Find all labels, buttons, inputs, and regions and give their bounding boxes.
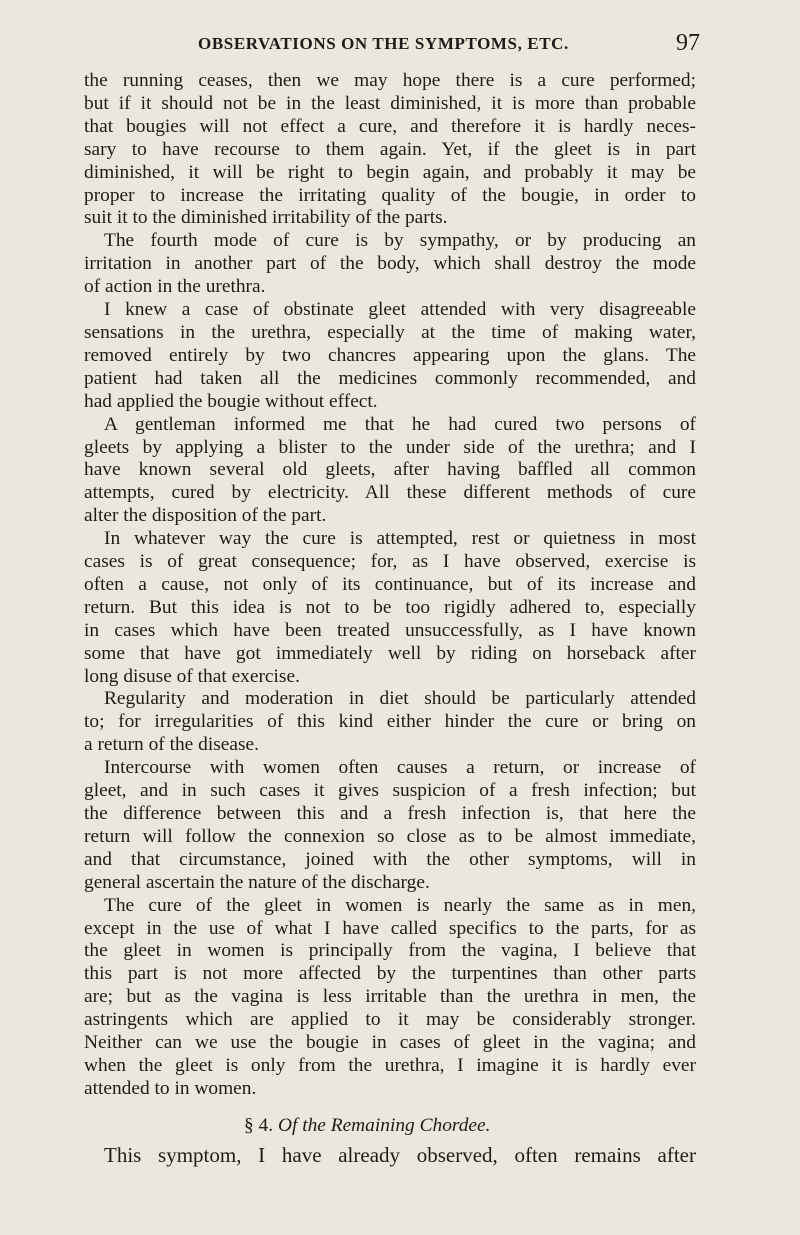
- page-body: [84, 70, 696, 1167]
- paragraph-start-line: This symptom, I have already observed, often remains after: [104, 1142, 696, 1167]
- text-line: some that have got immediately well by riding on horseback after: [84, 642, 696, 664]
- text-line: a return of the disease.: [84, 734, 259, 756]
- paragraph-start-line: Regularity and moderation in diet should be particularly attended: [104, 688, 696, 710]
- text-line: are; but as the vagina is less irritable than the urethra in men, the: [84, 986, 696, 1008]
- paragraph-start-line: Intercourse with women often causes a return, or increase of: [104, 757, 696, 779]
- text-line: sary to have recourse to them again. Yet, if the gleet is in part: [84, 138, 696, 160]
- text-line: long disuse of that exercise.: [84, 665, 300, 687]
- paragraph-start-line: The cure of the gleet in women is nearly the same as in men,: [104, 894, 696, 916]
- text-line: return. But this idea is not to be too rigidly adhered to, especially: [84, 596, 696, 618]
- text-line: had applied the bougie without effect.: [84, 390, 378, 412]
- text-line: the difference between this and a fresh infection is, that here the: [84, 803, 696, 824]
- text-line: of action in the urethra.: [84, 276, 266, 298]
- text-line: patient had taken all the medicines commonly recommended, and: [84, 367, 696, 389]
- text-line: removed entirely by two chancres appearing upon the glans. The: [84, 344, 696, 366]
- text-line: when the gleet is only from the urethra, I imagine it is hardly ever: [84, 1054, 696, 1076]
- running-title: OBSERVATIONS ON THE SYMPTOMS, ETC.: [198, 34, 569, 53]
- text-line: proper to increase the irritating quality of the bougie, in order to: [84, 184, 696, 206]
- paragraph-start-line: The fourth mode of cure is by sympathy, or by producing an: [104, 230, 696, 252]
- paragraph-start-line: In whatever way the cure is attempted, rest or quietness in most: [104, 528, 696, 550]
- text-line: attended to in women.: [84, 1077, 257, 1099]
- text-line: but if it should not be in the least diminished, it is more than probable: [84, 92, 696, 114]
- text-line: diminished, it will be right to begin again, and probably it may be: [84, 161, 696, 183]
- text-line: and that circumstance, joined with the other symptoms, will in: [84, 848, 696, 870]
- text-line: except in the use of what I have called specifics to the parts, for as: [84, 917, 696, 939]
- text-line: to; for irregularities of this kind either hinder the cure or bring on: [84, 711, 696, 733]
- text-line: general ascertain the nature of the discharge.: [84, 871, 430, 893]
- paragraph-start-line: A gentleman informed me that he had cured two persons of: [104, 413, 696, 435]
- text-line: astringents which are applied to it may be considerably stronger.: [84, 1009, 696, 1031]
- text-line: attempts, cured by electricity. All these different methods of cure: [84, 482, 696, 504]
- text-line: gleets by applying a blister to the under side of the urethra; and I: [84, 436, 696, 458]
- text-line: return will follow the connexion so close as to be almost immediate,: [84, 825, 696, 847]
- text-line: irritation in another part of the body, which shall destroy the mode: [84, 253, 696, 275]
- section-title: Of the Remaining Chordee.: [277, 1114, 491, 1136]
- text-line: Neither can we use the bougie in cases of gleet in the vagina; and: [84, 1032, 696, 1054]
- text-line: sensations in the urethra, especially at the time of making water,: [84, 321, 696, 343]
- text-line: this part is not more affected by the turpentines than other parts: [84, 963, 696, 985]
- text-line: gleet, and in such cases it gives suspicion of a fresh infection; but: [84, 780, 696, 802]
- section-number: § 4.: [244, 1114, 274, 1136]
- text-line: that bougies will not effect a cure, and therefore it is hardly neces-: [84, 115, 696, 137]
- text-line: suit it to the diminished irritability of the parts.: [84, 207, 448, 229]
- paragraph-start-line: I knew a case of obstinate gleet attended with very disagreeable: [104, 299, 696, 321]
- text-line: in cases which have been treated unsuccessfully, as I have known: [84, 619, 696, 641]
- page-number: 97: [676, 30, 700, 56]
- text-line: cases is of great consequence; for, as I have observed, exercise is: [84, 551, 696, 573]
- section-heading: [84, 1115, 696, 1138]
- text-line: the running ceases, then we may hope there is a cure performed;: [84, 70, 696, 91]
- text-line: often a cause, not only of its continuance, but of its increase and: [84, 573, 696, 595]
- text-line: the gleet in women is principally from the vagina, I believe that: [84, 940, 696, 962]
- text-line: have known several old gleets, after having baffled all common: [84, 459, 696, 481]
- text-line: alter the disposition of the part.: [84, 505, 327, 527]
